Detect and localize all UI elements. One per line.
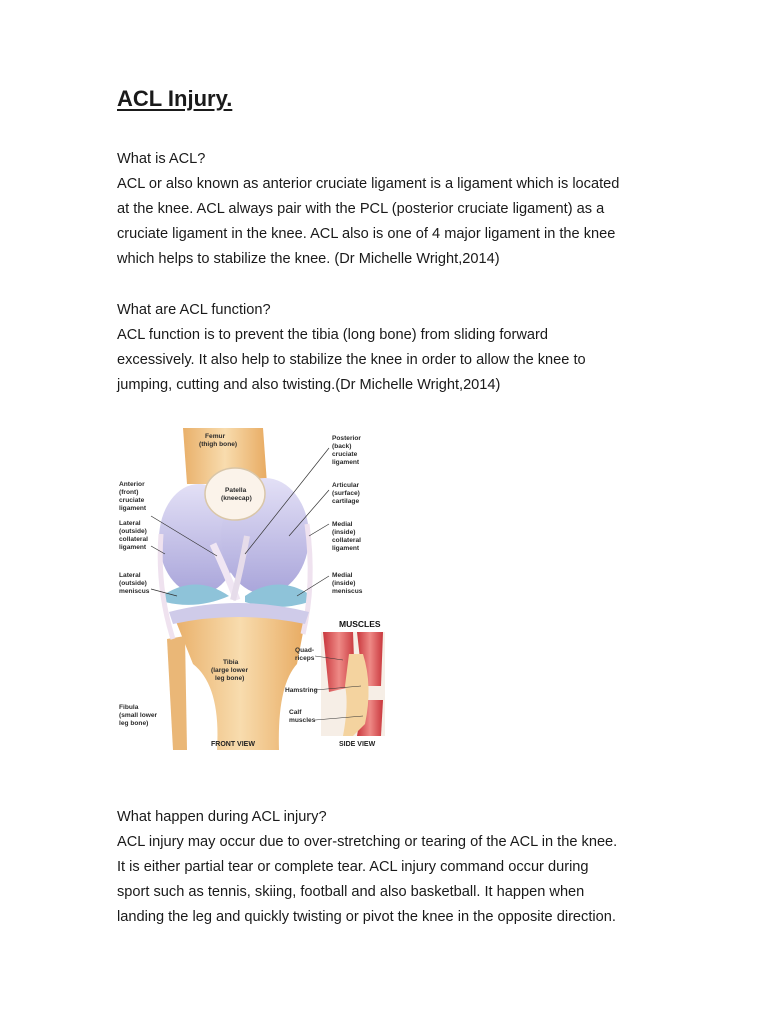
label-mcl: Medial (inside) collateral ligament (332, 521, 361, 552)
label-cartilage: Articular (surface) cartilage (332, 482, 360, 505)
paragraph-line: excessively. It also help to stabilize the knee in order to allow the knee to (117, 352, 586, 368)
paragraph-line: jumping, cutting and also twisting.(Dr Michelle Wright,2014) (117, 377, 501, 393)
section-heading: What happen during ACL injury? (117, 809, 327, 825)
muscles-title: MUSCLES (339, 619, 381, 629)
lateral-meniscus (165, 584, 229, 604)
label-lcl: Lateral (outside) collateral ligament (119, 520, 148, 551)
section-heading: What are ACL function? (117, 302, 271, 318)
label-fibula: Fibula (small lower leg bone) (119, 704, 158, 727)
section-acl-function (117, 298, 677, 398)
paragraph-line: ACL injury may occur due to over-stretching or tearing of the ACL in the knee. (117, 834, 618, 850)
label-hamstring: Hamstring (285, 687, 318, 694)
label-lateral-meniscus: Lateral (outside) meniscus (119, 572, 150, 595)
label-pcl: Posterior (back) cruciate ligament (332, 435, 361, 466)
paragraph-line: ACL or also known as anterior cruciate ligament is a ligament which is located (117, 176, 620, 192)
front-view-caption: FRONT VIEW (211, 741, 255, 748)
paragraph-line: which helps to stabilize the knee. (Dr Michelle Wright,2014) (117, 251, 500, 267)
label-acl: Anterior (front) cruciate ligament (119, 481, 147, 512)
fibula-bone (167, 636, 187, 750)
patella-bone (205, 468, 265, 520)
label-patella: Patella (kneecap) (221, 487, 252, 502)
knee-anatomy-illustration (117, 424, 395, 754)
section-what-is-acl (117, 147, 677, 272)
paragraph-line: ACL function is to prevent the tibia (long bone) from sliding forward (117, 327, 549, 343)
label-medial-meniscus: Medial (inside) meniscus (332, 572, 363, 595)
paragraph-line: It is either partial tear or complete tear. ACL injury command occur during (117, 859, 589, 875)
paragraph-line: landing the leg and quickly twisting or pivot the knee in the opposite direction. (117, 909, 616, 925)
section-heading: What is ACL? (117, 151, 206, 167)
label-quadriceps: Quad- riceps (295, 647, 315, 662)
paragraph-line: sport such as tennis, skiing, football and also basketball. It happen when (117, 884, 585, 900)
paragraph-line: cruciate ligament in the knee. ACL also is one of 4 major ligament in the knee (117, 226, 616, 242)
label-tibia: Tibia (large lower leg bone) (211, 659, 249, 682)
label-femur: Femur (thigh bone) (199, 433, 238, 448)
label-calf: Calf muscles (289, 709, 316, 724)
page-title: ACL Injury. (117, 86, 233, 111)
paragraph-line: at the knee. ACL always pair with the PCL (posterior cruciate ligament) as a (117, 201, 605, 217)
side-view-caption: SIDE VIEW (339, 741, 376, 748)
section-acl-injury (117, 805, 677, 930)
knee-anatomy-figure (117, 424, 395, 754)
